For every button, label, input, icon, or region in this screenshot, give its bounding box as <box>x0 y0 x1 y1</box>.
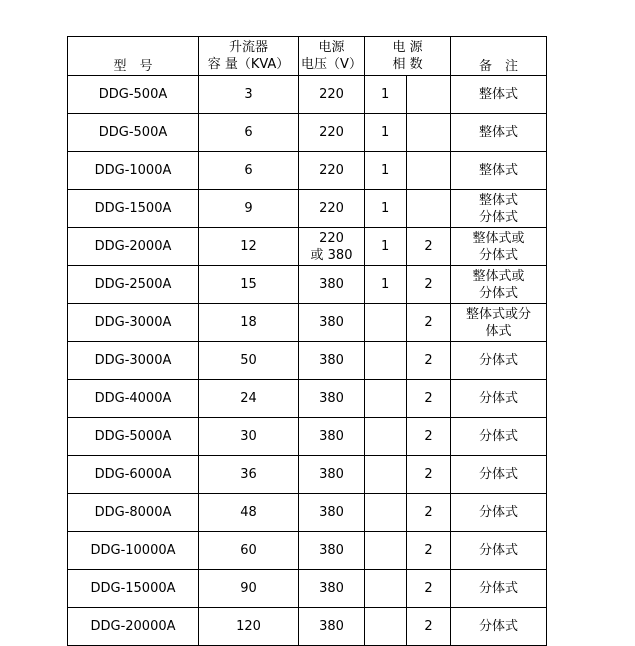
cell-voltage: 380 <box>299 304 365 342</box>
header-phase-line1: 电 源 <box>392 40 423 55</box>
table-row <box>68 76 547 114</box>
cell-voltage: 380 <box>299 608 365 646</box>
cell-phase-a: 1 <box>365 152 407 190</box>
table-row <box>68 456 547 494</box>
header-remark <box>451 37 547 76</box>
cell-capacity: 6 <box>199 152 299 190</box>
cell-capacity: 60 <box>199 532 299 570</box>
cell-model: DDG-500A <box>68 114 199 152</box>
cell-phase-a <box>365 532 407 570</box>
header-model-label: 型 号 <box>113 58 153 74</box>
cell-capacity: 9 <box>199 190 299 228</box>
header-capacity-line2: 容 量（KVA） <box>207 57 290 72</box>
cell-phase-b: 2 <box>407 228 451 266</box>
cell-phase-b <box>407 190 451 228</box>
cell-phase-b: 2 <box>407 304 451 342</box>
cell-voltage: 380 <box>299 266 365 304</box>
cell-phase-a: 1 <box>365 266 407 304</box>
cell-phase-a: 1 <box>365 76 407 114</box>
table-row <box>68 494 547 532</box>
cell-remark: 整体式 <box>451 152 547 190</box>
cell-phase-b: 2 <box>407 456 451 494</box>
cell-voltage: 380 <box>299 570 365 608</box>
cell-remark: 整体式 分体式 <box>451 190 547 228</box>
cell-phase-a: 1 <box>365 114 407 152</box>
cell-capacity: 90 <box>199 570 299 608</box>
cell-voltage: 220 <box>299 114 365 152</box>
cell-model: DDG-2000A <box>68 228 199 266</box>
cell-phase-a: 1 <box>365 228 407 266</box>
cell-phase-a: 1 <box>365 190 407 228</box>
cell-remark: 整体式 <box>451 76 547 114</box>
cell-model: DDG-1500A <box>68 190 199 228</box>
cell-capacity: 50 <box>199 342 299 380</box>
table-row <box>68 608 547 646</box>
table-row <box>68 266 547 304</box>
cell-capacity: 6 <box>199 114 299 152</box>
cell-voltage: 380 <box>299 532 365 570</box>
table-row <box>68 570 547 608</box>
cell-model: DDG-1000A <box>68 152 199 190</box>
cell-capacity: 120 <box>199 608 299 646</box>
cell-model: DDG-3000A <box>68 342 199 380</box>
cell-model: DDG-2500A <box>68 266 199 304</box>
cell-phase-b: 2 <box>407 570 451 608</box>
header-phase <box>365 37 451 76</box>
spec-table <box>67 36 547 646</box>
cell-phase-b: 2 <box>407 532 451 570</box>
cell-capacity: 48 <box>199 494 299 532</box>
cell-capacity: 24 <box>199 380 299 418</box>
cell-remark: 整体式 <box>451 114 547 152</box>
table-row <box>68 114 547 152</box>
cell-remark: 分体式 <box>451 570 547 608</box>
cell-phase-b <box>407 114 451 152</box>
cell-model: DDG-8000A <box>68 494 199 532</box>
cell-capacity: 30 <box>199 418 299 456</box>
cell-remark: 分体式 <box>451 532 547 570</box>
cell-phase-a <box>365 456 407 494</box>
cell-voltage: 220 <box>299 152 365 190</box>
cell-remark: 分体式 <box>451 342 547 380</box>
cell-phase-a <box>365 570 407 608</box>
cell-model: DDG-3000A <box>68 304 199 342</box>
cell-remark: 整体式或分 体式 <box>451 304 547 342</box>
cell-remark: 分体式 <box>451 380 547 418</box>
cell-phase-b: 2 <box>407 342 451 380</box>
cell-capacity: 36 <box>199 456 299 494</box>
cell-voltage: 380 <box>299 418 365 456</box>
header-phase-line2: 相 数 <box>392 57 423 72</box>
cell-phase-b: 2 <box>407 608 451 646</box>
cell-phase-a <box>365 342 407 380</box>
cell-capacity: 15 <box>199 266 299 304</box>
cell-model: DDG-6000A <box>68 456 199 494</box>
cell-remark: 分体式 <box>451 456 547 494</box>
cell-phase-b: 2 <box>407 494 451 532</box>
cell-phase-a <box>365 380 407 418</box>
header-row <box>68 37 547 76</box>
cell-model: DDG-20000A <box>68 608 199 646</box>
table-row <box>68 418 547 456</box>
cell-remark: 分体式 <box>451 494 547 532</box>
cell-capacity: 18 <box>199 304 299 342</box>
cell-model: DDG-10000A <box>68 532 199 570</box>
header-capacity <box>199 37 299 76</box>
table-row <box>68 304 547 342</box>
cell-model: DDG-500A <box>68 76 199 114</box>
cell-remark: 整体式或 分体式 <box>451 266 547 304</box>
header-capacity-line1: 升流器 <box>228 40 268 55</box>
cell-phase-b: 2 <box>407 266 451 304</box>
cell-remark: 整体式或 分体式 <box>451 228 547 266</box>
table-row <box>68 532 547 570</box>
cell-capacity: 3 <box>199 76 299 114</box>
cell-phase-b <box>407 76 451 114</box>
cell-phase-b: 2 <box>407 418 451 456</box>
cell-phase-a <box>365 304 407 342</box>
cell-capacity: 12 <box>199 228 299 266</box>
header-voltage <box>299 37 365 76</box>
cell-remark: 分体式 <box>451 418 547 456</box>
table-row <box>68 342 547 380</box>
cell-remark: 分体式 <box>451 608 547 646</box>
cell-voltage: 380 <box>299 494 365 532</box>
cell-phase-b: 2 <box>407 380 451 418</box>
header-remark-label: 备 注 <box>479 58 519 74</box>
cell-phase-a <box>365 608 407 646</box>
cell-voltage: 220 或 380 <box>299 228 365 266</box>
table-row <box>68 228 547 266</box>
cell-voltage: 220 <box>299 76 365 114</box>
table-row <box>68 152 547 190</box>
cell-voltage: 220 <box>299 190 365 228</box>
cell-model: DDG-5000A <box>68 418 199 456</box>
cell-model: DDG-4000A <box>68 380 199 418</box>
cell-phase-a <box>365 494 407 532</box>
table-row <box>68 380 547 418</box>
cell-phase-b <box>407 152 451 190</box>
cell-model: DDG-15000A <box>68 570 199 608</box>
cell-voltage: 380 <box>299 380 365 418</box>
header-voltage-line2: 电压（V） <box>301 57 362 72</box>
cell-phase-a <box>365 418 407 456</box>
cell-voltage: 380 <box>299 456 365 494</box>
table-row <box>68 190 547 228</box>
header-model <box>68 37 199 76</box>
header-voltage-line1: 电源 <box>318 40 345 55</box>
cell-voltage: 380 <box>299 342 365 380</box>
